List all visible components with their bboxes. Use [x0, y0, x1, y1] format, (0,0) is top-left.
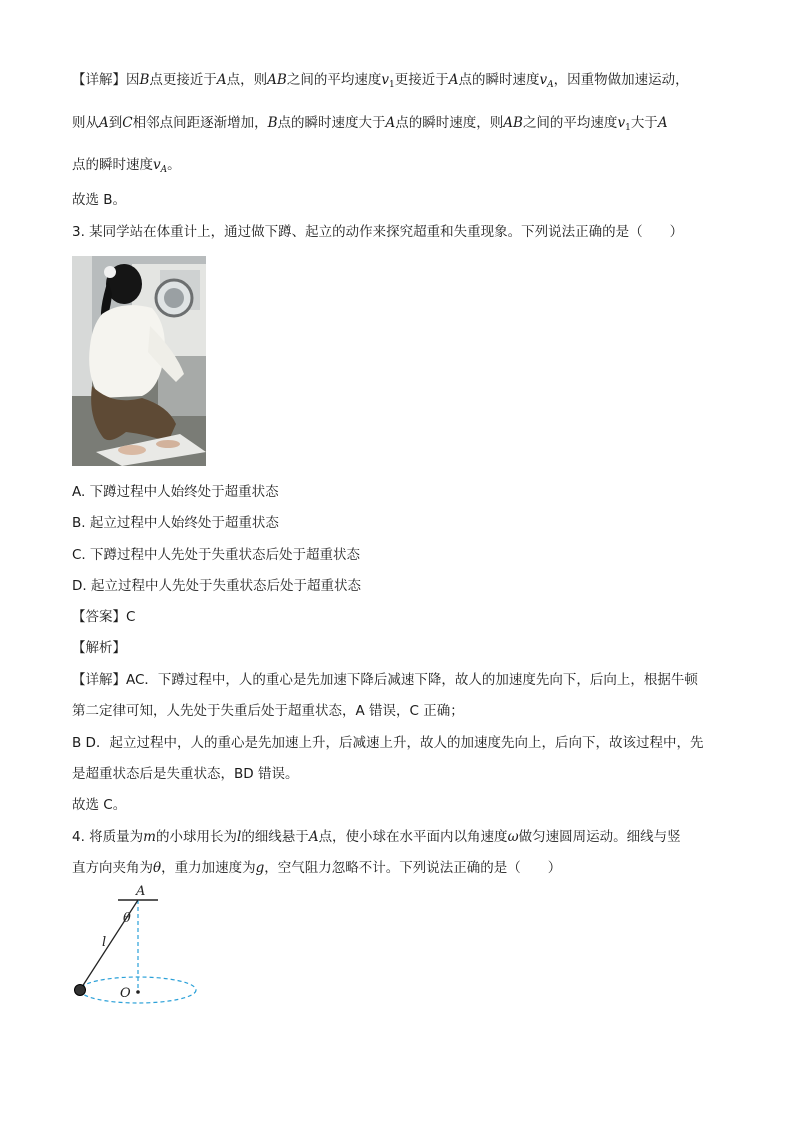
conical-pendulum-diagram — [60, 878, 220, 1010]
q3-detail-line-1: 【详解】AC．下蹲过程中，人的重心是先加速下降后减速下降，故人的加速度先向下，后向上，根据牛顿 — [72, 672, 698, 688]
q4-stem-line-2: 直方向夹角为θ，重力加速度为g，空气阻力忽略不计。下列说法正确的是（ ） — [72, 860, 562, 876]
prev-conclusion: 故选 B。 — [72, 192, 127, 208]
answer-tag: 【答案】 — [72, 609, 126, 625]
q3-option-a: A. 下蹲过程中人始终处于超重状态 — [72, 484, 279, 500]
q3-detail-line-3: B D．起立过程中，人的重心是先加速上升，后减速上升，故人的加速度先向上，后向下，故该过程中，先 — [72, 735, 704, 751]
q3-analysis-tag: 【解析】 — [72, 640, 126, 656]
answer-value: C — [126, 609, 136, 625]
center-point — [136, 990, 140, 994]
q3-option-b: B. 起立过程中人始终处于超重状态 — [72, 515, 279, 531]
detail-line-2: 则从A到C相邻点间距逐渐增加，B点的瞬时速度大于A点的瞬时速度，则AB之间的平均速度$v_1$大于A — [72, 115, 668, 133]
q3-detail-line-2: 第二定律可知，人先处于失重后处于超重状态，A 错误，C 正确； — [72, 703, 464, 719]
q3-answer — [72, 607, 135, 627]
q3-option-d: D. 起立过程中人先处于失重状态后处于超重状态 — [72, 578, 361, 594]
label-theta: θ — [123, 911, 131, 926]
detail-line-1: 【详解】因B点更接近于A点，则AB之间的平均速度$v_1$更接近于A点的瞬时速度$v_A$，因重物做加速运动， — [72, 72, 689, 90]
q4-stem-line-1: 4. 将质量为m的小球用长为l的细线悬于A点，使小球在水平面内以角速度ω做匀速圆周运动。细线与竖 — [72, 829, 681, 845]
label-l: l — [102, 935, 107, 950]
q3-conclusion: 故选 C。 — [72, 797, 127, 813]
q3-detail-line-4: 是超重状态后是失重状态，BD 错误。 — [72, 766, 299, 782]
squatting-person-photo — [72, 256, 206, 466]
detail-tag: 【详解】 — [72, 72, 126, 88]
label-a: A — [136, 884, 146, 899]
label-o: O — [120, 986, 131, 1001]
detail-tag: 【详解】 — [72, 672, 126, 688]
detail-line-3: 点的瞬时速度$v_A$。 — [72, 157, 181, 175]
q3-option-c: C. 下蹲过程中人先处于失重状态后处于超重状态 — [72, 547, 361, 563]
q3-stem: 3. 某同学站在体重计上，通过做下蹲、起立的动作来探究超重和失重现象。下列说法正确的是（ ） — [72, 224, 684, 240]
ball — [75, 985, 86, 996]
